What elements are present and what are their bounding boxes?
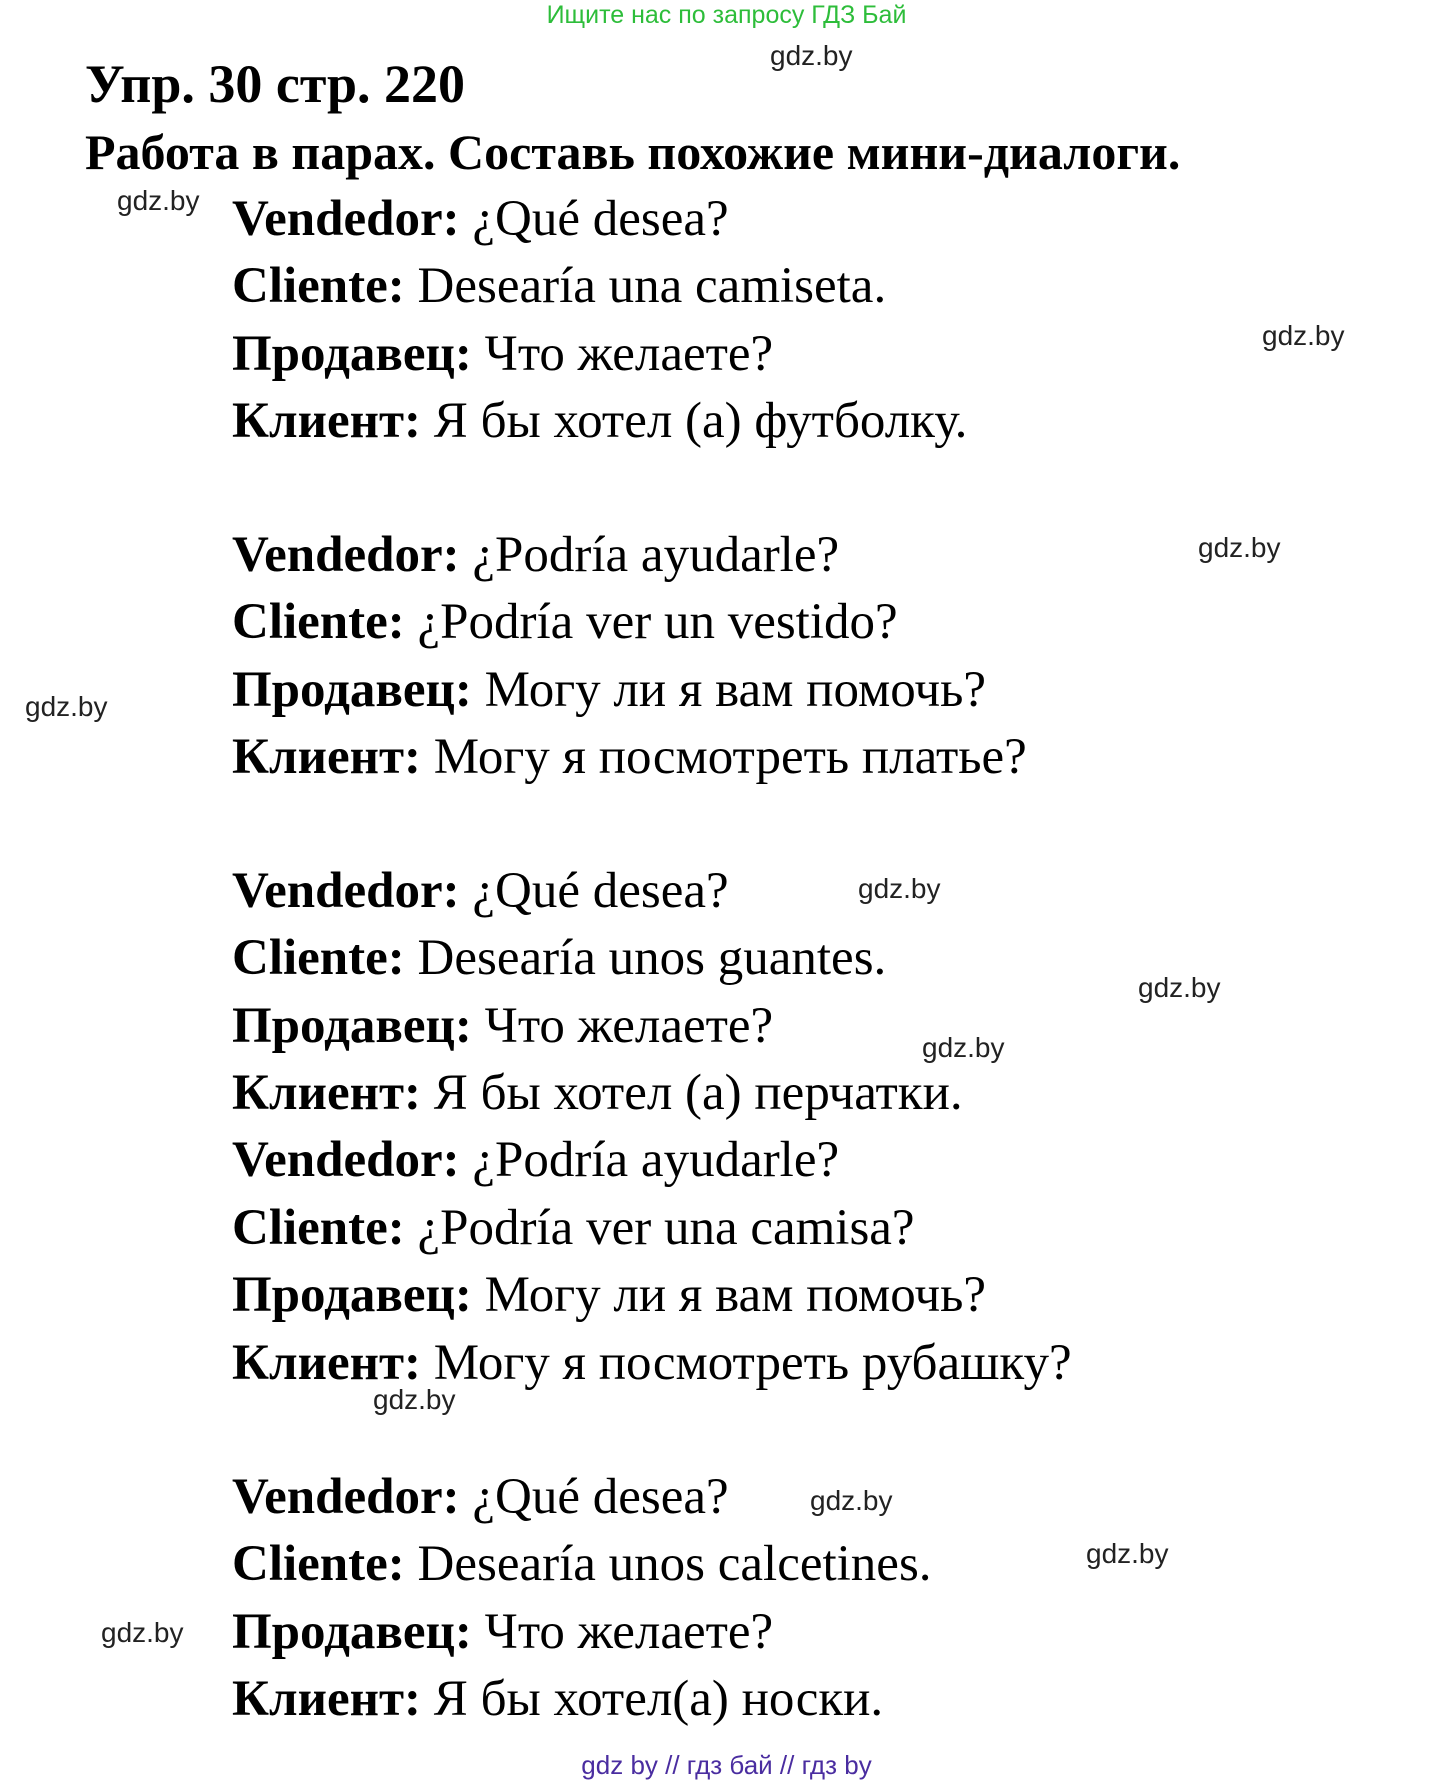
speaker-label: Vendedor: (232, 191, 460, 247)
speaker-label: Vendedor: (232, 863, 460, 919)
dialog-text: Я бы хотел (а) футболку. (421, 393, 968, 449)
speaker-label: Cliente: (232, 1536, 405, 1592)
watermark: gdz.by (25, 691, 108, 722)
search-banner: Ищите нас по запросу ГДЗ Бай (546, 1, 907, 29)
speaker-label: Cliente: (232, 1200, 405, 1256)
watermark: gdz.by (117, 185, 200, 216)
speaker-label: Продавец: (232, 998, 472, 1054)
dialog-text: ¿Podría ver un vestido? (404, 594, 898, 650)
dialog-line (232, 726, 1027, 788)
footer-watermark: gdz by // гдз бай // гдз by (581, 1750, 872, 1780)
speaker-label: Продавец: (232, 326, 472, 382)
speaker-label: Vendedor: (232, 1469, 460, 1525)
speaker-label: Cliente: (232, 594, 405, 650)
speaker-label: Cliente: (232, 258, 405, 314)
speaker-label: Продавец: (232, 1267, 472, 1323)
dialog-line (232, 524, 839, 586)
watermark: gdz.by (922, 1032, 1005, 1063)
dialog-line (232, 1129, 839, 1191)
dialog-line (232, 1062, 963, 1124)
speaker-label: Продавец: (232, 1604, 472, 1660)
watermark: gdz.by (101, 1617, 184, 1648)
watermark: gdz.by (1086, 1538, 1169, 1569)
speaker-label: Клиент: (232, 1671, 422, 1727)
dialog-line (232, 1533, 932, 1595)
dialog-text: Я бы хотел(а) носки. (421, 1671, 884, 1727)
dialog-text: Что желаете? (471, 998, 774, 1054)
speaker-label: Cliente: (232, 930, 405, 986)
speaker-label: Vendedor: (232, 527, 460, 583)
speaker-label: Vendedor: (232, 1132, 460, 1188)
watermark: gdz.by (858, 873, 941, 904)
dialog-line (232, 255, 886, 317)
exercise-title: Упр. 30 стр. 220 (85, 54, 466, 114)
speaker-label: Продавец: (232, 662, 472, 718)
dialog-line (232, 1332, 1072, 1394)
dialog-line (232, 323, 773, 385)
dialog-text: Desearía una camiseta. (404, 258, 887, 314)
dialog-line (232, 927, 886, 989)
dialog-text: Desearía unos calcetines. (404, 1536, 932, 1592)
dialog-text: Могу ли я вам помочь? (471, 662, 987, 718)
dialog-line (232, 188, 729, 250)
dialog-line (232, 1466, 729, 1528)
dialog-text: Что желаете? (471, 326, 774, 382)
dialog-text: Могу я посмотреть платье? (421, 729, 1027, 785)
dialog-text: ¿Qué desea? (459, 1469, 729, 1525)
dialog-text: ¿Qué desea? (459, 863, 729, 919)
dialog-text: ¿Podría ver una camisa? (404, 1200, 915, 1256)
watermark: gdz.by (1262, 320, 1345, 351)
dialog-text: Могу ли я вам помочь? (471, 1267, 987, 1323)
watermark: gdz.by (810, 1485, 893, 1516)
speaker-label: Клиент: (232, 729, 422, 785)
dialog-line (232, 1668, 883, 1730)
dialog-line (232, 860, 729, 922)
dialog-text: Desearía unos guantes. (404, 930, 887, 986)
dialog-line (232, 1197, 915, 1259)
watermark: gdz.by (770, 40, 853, 71)
exercise-task: Работа в парах. Составь похожие мини-диалоги. (85, 124, 1181, 180)
speaker-label: Клиент: (232, 393, 422, 449)
dialog-line (232, 1264, 986, 1326)
dialog-line (232, 995, 773, 1057)
dialog-line (232, 591, 898, 653)
watermark: gdz.by (1198, 532, 1281, 563)
dialog-line (232, 390, 967, 452)
watermark: gdz.by (1138, 972, 1221, 1003)
dialog-text: ¿Podría ayudarle? (459, 527, 840, 583)
dialog-text: Я бы хотел (а) перчатки. (421, 1065, 963, 1121)
dialog-text: Что желаете? (471, 1604, 774, 1660)
speaker-label: Клиент: (232, 1335, 422, 1391)
dialog-line (232, 659, 986, 721)
dialog-text: ¿Qué desea? (459, 191, 729, 247)
dialog-line (232, 1601, 773, 1663)
dialog-text: Могу я посмотреть рубашку? (421, 1335, 1072, 1391)
dialog-text: ¿Podría ayudarle? (459, 1132, 840, 1188)
watermark: gdz.by (373, 1384, 456, 1415)
speaker-label: Клиент: (232, 1065, 422, 1121)
